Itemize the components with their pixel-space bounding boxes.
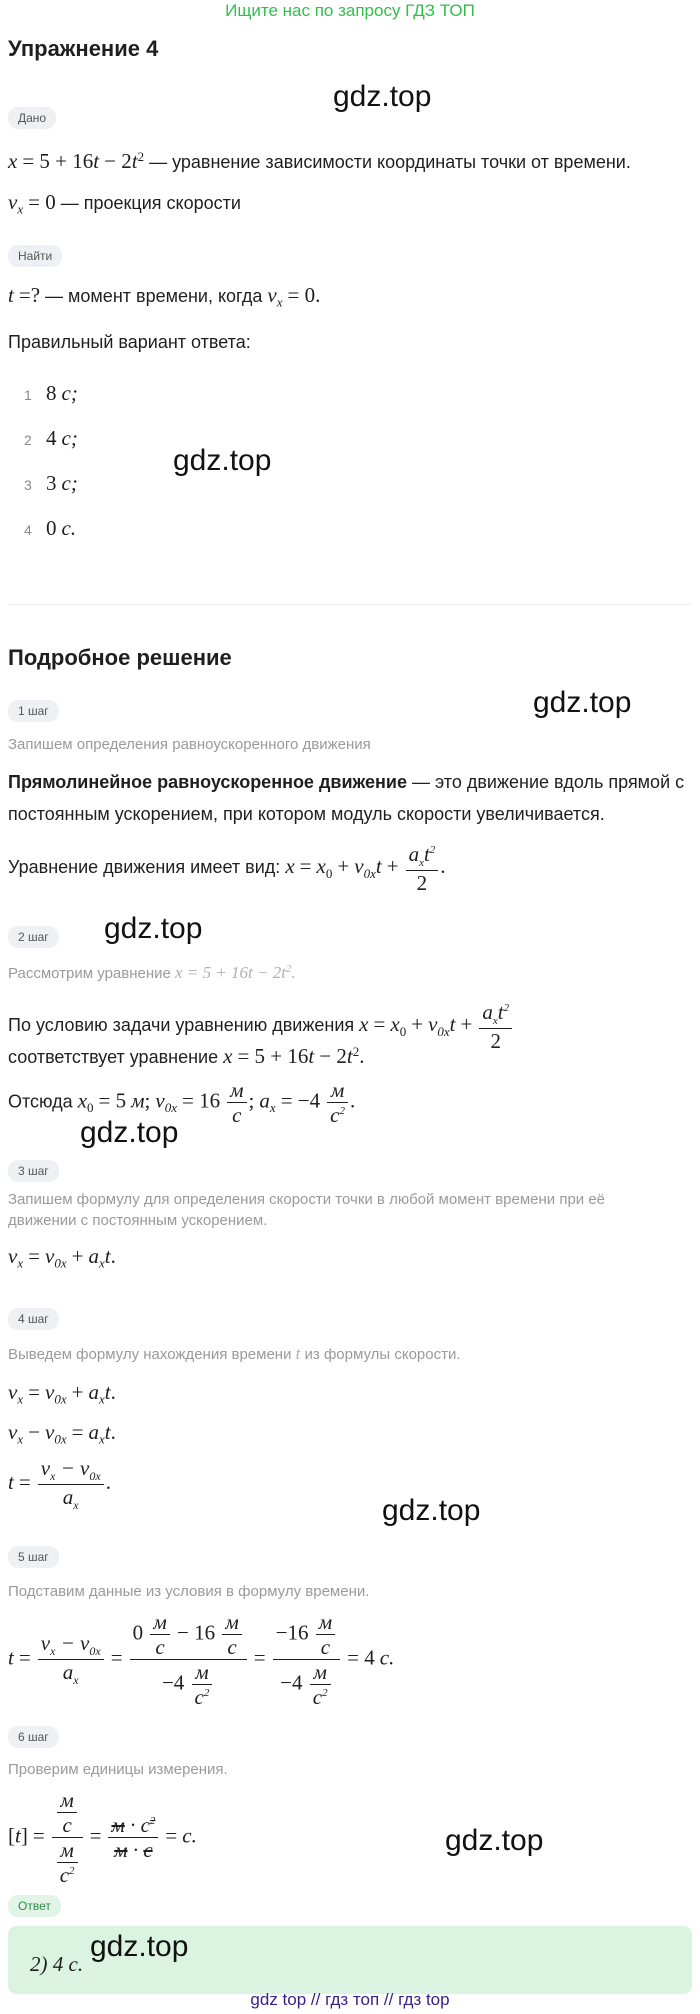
step-4-line-2: $v_x - v_{0x} = a_xt$. xyxy=(8,1420,116,1447)
step-1-caption: Запишем определения равноускоренного движения xyxy=(8,736,371,753)
step-2-line-3: Отсюда $x_0 = 5$ м; $v_{0x} = 16$ $\frac{м}{с}$ ; $a_x = -4$ $\frac{м}{с^2}$ . xyxy=(8,1078,356,1128)
option-4: 4 0 с. xyxy=(24,516,77,540)
step-4-chip: 4 шаг xyxy=(8,1308,59,1330)
step-3-caption: Запишем формулу для определения скорости точки в любой момент времени при её xyxy=(8,1191,606,1208)
step-5-caption: Подставим данные из условия в формулу времени. xyxy=(8,1583,370,1600)
footer-links[interactable]: gdz top // гдз топ // гдз top xyxy=(250,1990,450,2009)
watermark: gdz.top xyxy=(382,1494,481,1527)
watermark: gdz.top xyxy=(80,1116,179,1149)
answer-text: 2) 4 с. xyxy=(30,1952,84,1976)
step-2-chip: 2 шаг xyxy=(8,926,59,948)
given-equation-2: $v_x = 0$ — проекция скорости xyxy=(8,190,241,217)
step-1-chip: 1 шаг xyxy=(8,700,59,722)
solution-title: Подробное решение xyxy=(8,645,232,670)
watermark: gdz.top xyxy=(333,80,432,113)
answer-prompt: Правильный вариант ответа: xyxy=(8,332,251,352)
step-3-formula: $v_x = v_{0x} + a_xt$. xyxy=(8,1244,116,1271)
step-1-equation: Уравнение движения имеет вид: $x = x_0 + v_{0x}t$ + $\frac{a_xt^2}{2}$ . xyxy=(8,842,446,895)
option-2: 2 4 с; xyxy=(24,426,78,450)
step-2-line-1: По условию задачи уравнению движения $x = x_0 + v_{0x}t$ + $\frac{a_xt^2}{2}$ xyxy=(8,1000,514,1053)
find-statement: t =? — момент времени, когда $v_x = 0$. xyxy=(8,283,321,310)
section-divider xyxy=(8,604,692,605)
step-1-definition: Прямолинейное равноускоренное движение — это движение вдоль прямой с xyxy=(8,772,685,792)
watermark: gdz.top xyxy=(533,686,632,719)
option-3: 3 3 с; xyxy=(24,471,78,495)
step-5-chip: 5 шаг xyxy=(8,1546,59,1568)
option-1: 1 8 с; xyxy=(24,381,78,405)
page-title: Упражнение 4 xyxy=(8,36,159,61)
step-4-caption: Выведем формулу нахождения времени t из формулы скорости. xyxy=(8,1344,461,1363)
step-5-calculation: t = $\frac{v_x - v_{0x}}{a_x}$ = 0 $\frac{м}{с}$ − 16 $\frac{м}{с}$ −4 $\frac{м}{с^2}$ = −16 $\frac{м}{с}$ −4 $\frac{м}{с^2}$ = 4 с. xyxy=(8,1610,395,1710)
watermark: gdz.top xyxy=(104,912,203,945)
find-chip: Найти xyxy=(8,245,62,267)
watermark: gdz.top xyxy=(445,1824,544,1857)
step-6-units: [t] = $\frac{\frac{м}{с}}{\frac{м}{с^2}}$ = $\frac{м \cdot с^2}{м \cdot с}$ = с. xyxy=(8,1788,197,1888)
given-chip: Дано xyxy=(8,107,56,129)
step-3-chip: 3 шаг xyxy=(8,1160,59,1182)
given-equation-1: $x = 5 + 16t - 2t^2$ — уравнение зависимости координаты точки от времени. xyxy=(8,149,631,173)
search-banner[interactable]: Ищите нас по запросу ГДЗ ТОП xyxy=(225,1,475,20)
step-6-caption: Проверим единицы измерения. xyxy=(8,1761,228,1778)
step-4-line-3: t = $\frac{v_x - v_{0x}}{a_x}$ . xyxy=(8,1456,111,1513)
watermark: gdz.top xyxy=(90,1930,189,1963)
step-2-line-2: соответствует уравнение $x = 5 + 16t - 2t^2$. xyxy=(8,1044,365,1068)
step-4-line-1: $v_x = v_{0x} + a_xt$. xyxy=(8,1380,116,1407)
step-2-caption: Рассмотрим уравнение $x = 5 + 16t - 2t^2$. xyxy=(8,963,296,982)
step-3-caption-cont: движении с постоянным ускорением. xyxy=(8,1212,268,1229)
step-6-chip: 6 шаг xyxy=(8,1726,59,1748)
answer-chip: Ответ xyxy=(8,1895,61,1917)
watermark: gdz.top xyxy=(173,444,272,477)
step-1-definition-cont: постоянным ускорением, при котором модуль скорости увеличивается. xyxy=(8,804,605,824)
